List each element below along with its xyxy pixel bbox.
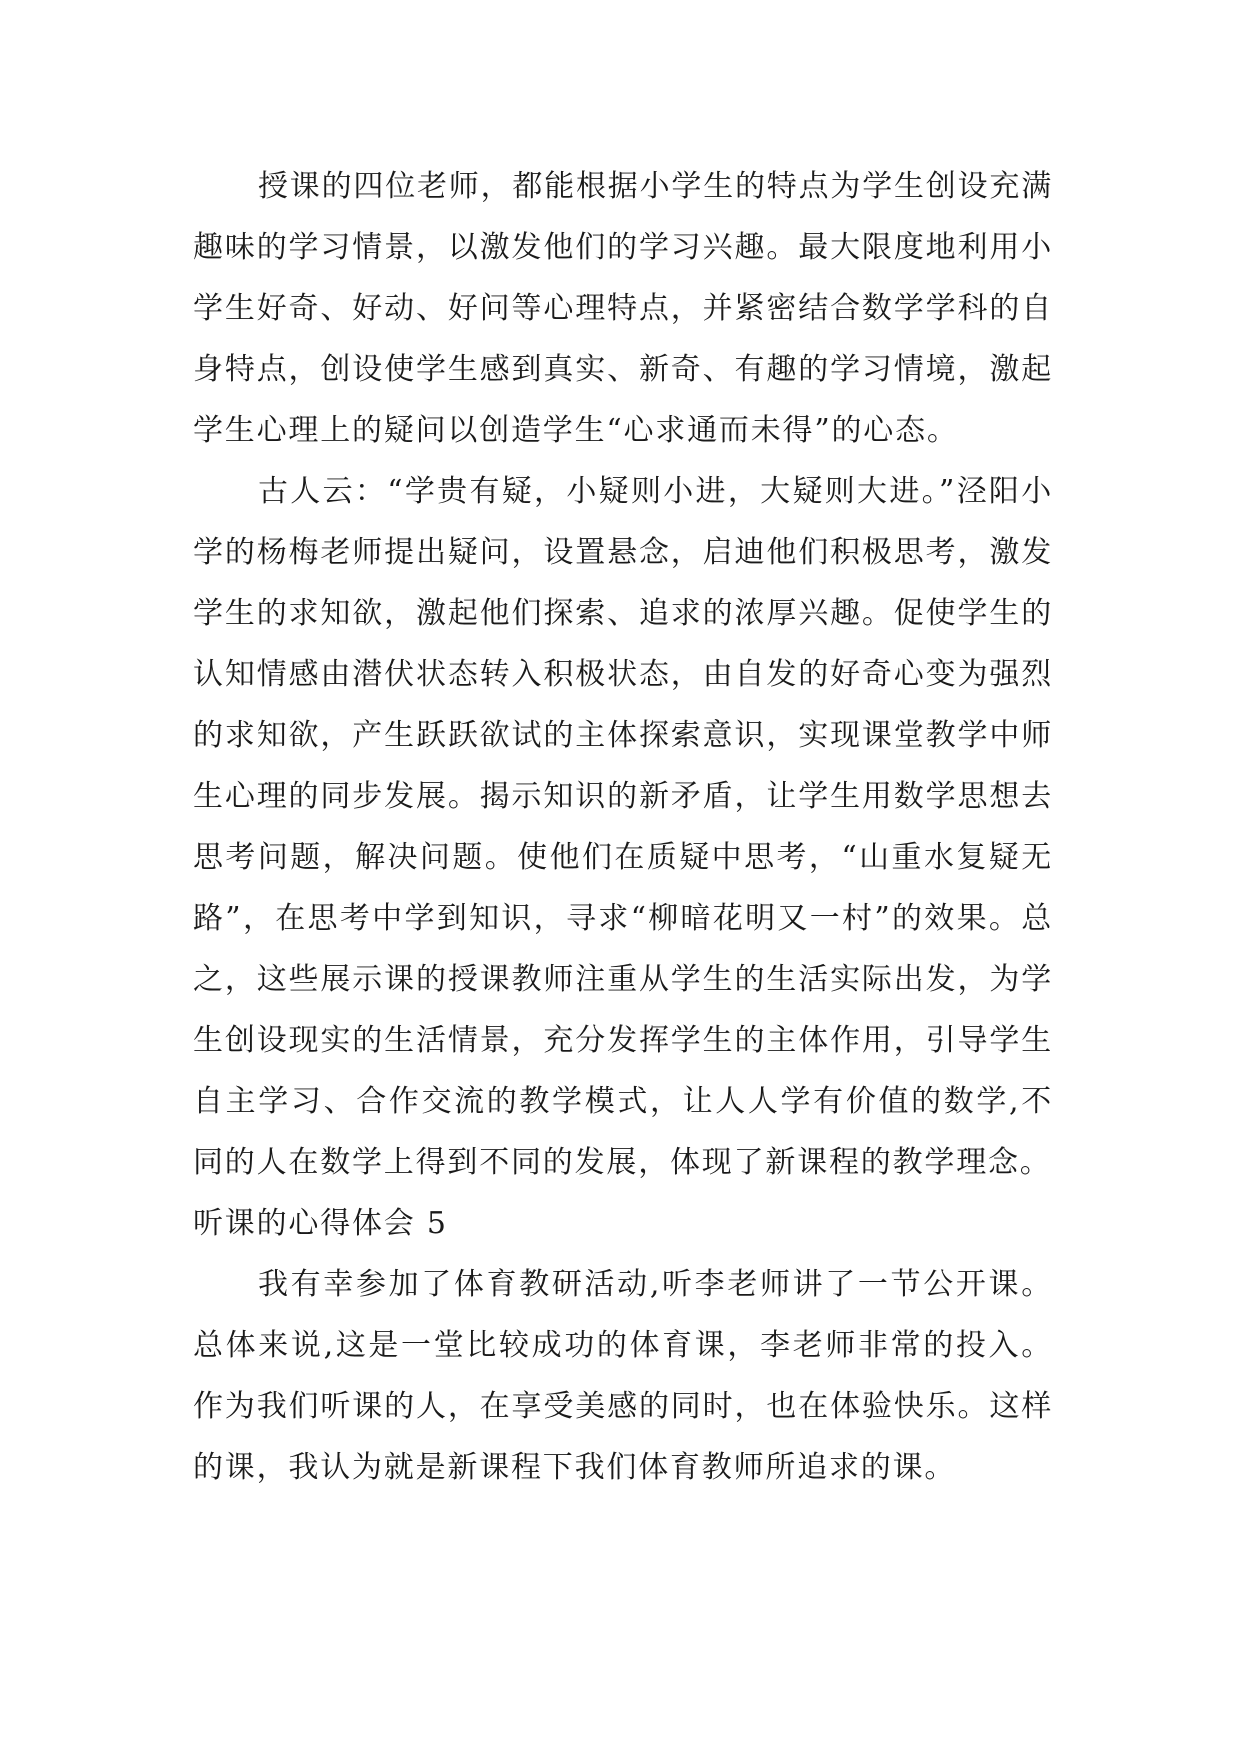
paragraph-questioning: 古人云：“学贵有疑，小疑则小进，大疑则大进。”泾阳小学的杨梅老师提出疑问，设置悬念，启迪他们积极思考，激发学生的求知欲，激起他们探索、追求的浓厚兴趣。促使学生的认知情感由潜伏状态转入积极状态，由自发的好奇心变为强烈的求知欲，产生跃跃欲试的主体探索意识，实现课堂教学中师生心理的同步发展。揭示知识的新矛盾，让学生用数学思想去思考问题，解决问题。使他们在质疑中思考，“山重水复疑无路”，在思考中学到知识，寻求“柳暗花明又一村”的效果。总之，这些展示课的授课教师注重从学生的生活实际出发，为学生创设现实的生活情景，充分发挥学生的主体作用，引导学生自主学习、合作交流的教学模式，让人人学有价值的数学,不同的人在数学上得到不同的发展，体现了新课程的教学理念。	[193, 474, 1053, 1180]
paragraph-teaching-situations: 授课的四位老师，都能根据小学生的特点为学生创设充满趣味的学习情景，以激发他们的学习兴趣。最大限度地利用小学生好奇、好动、好问等心理特点，并紧密结合数学学科的自身特点，创设使学生感到真实、新奇、有趣的学习情境，激起学生心理上的疑问以创造学生“心求通而未得”的心态。	[193, 169, 1053, 448]
document-page	[193, 156, 1053, 1498]
paragraph-pe-lesson: 我有幸参加了体育教研活动,听李老师讲了一节公开课。总体来说,这是一堂比较成功的体育课，李老师非常的投入。作为我们听课的人，在享受美感的同时，也在体验快乐。这样的课，我认为就是新课程下我们体育教师所追求的课。	[193, 1267, 1053, 1485]
section-heading: 听课的心得体会 5	[193, 1206, 448, 1241]
